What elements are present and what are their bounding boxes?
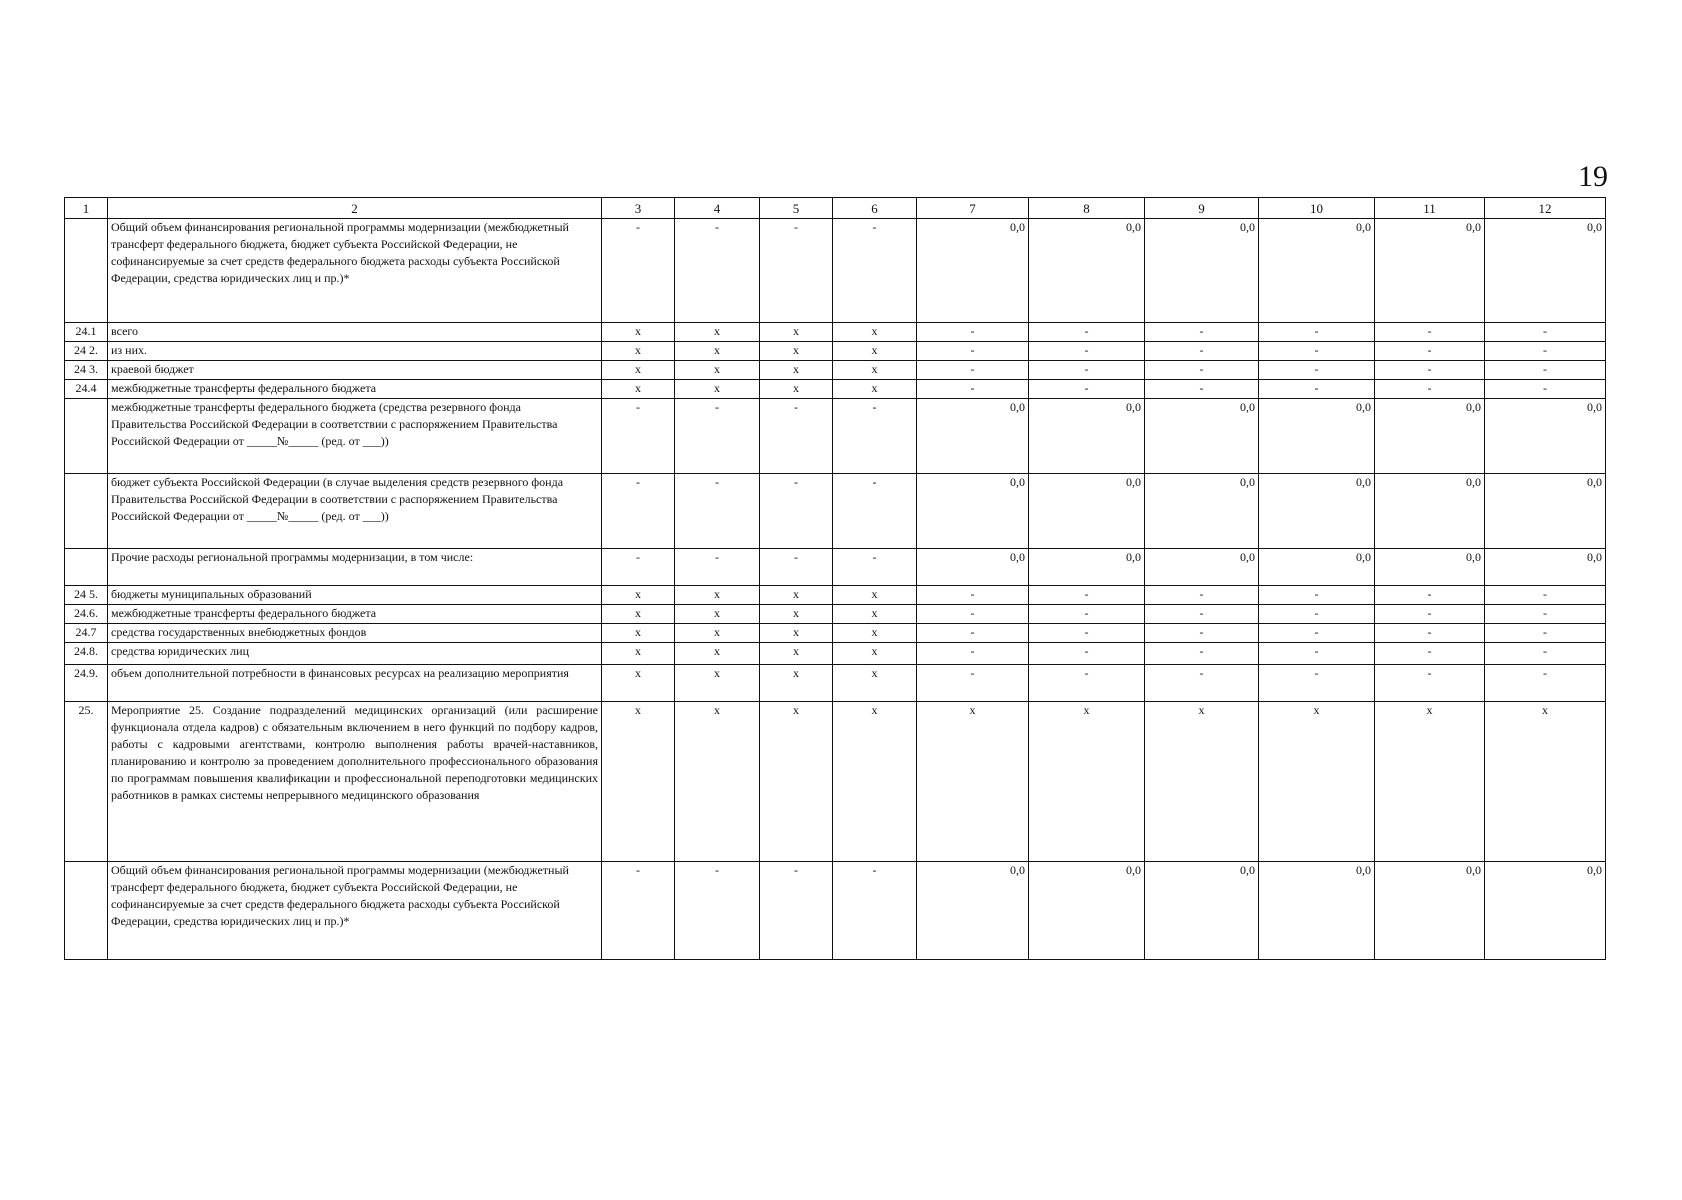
- column-header: 7: [917, 198, 1029, 219]
- column-header: 4: [675, 198, 760, 219]
- value-cell: -: [1029, 624, 1145, 643]
- column-header: 1: [65, 198, 108, 219]
- value-cell: -: [917, 361, 1029, 380]
- row-description: средства юридических лиц: [108, 643, 602, 665]
- value-cell: 0,0: [1259, 219, 1375, 323]
- value-cell: 0,0: [1145, 474, 1259, 549]
- value-cell: x: [675, 624, 760, 643]
- row-number: [65, 399, 108, 474]
- value-cell: -: [675, 474, 760, 549]
- row-description: Общий объем финансирования региональной программы модернизации (межбюджетный трансферт федерального бюджета, бюджет субъекта Российской Федерации, не софинансируемые за счет средств федерального бюджета расходы субъекта Российской Федерации, средства юридических лиц и пр.)*: [108, 862, 602, 960]
- value-cell: 0,0: [1145, 399, 1259, 474]
- value-cell: -: [1375, 342, 1485, 361]
- value-cell: -: [833, 219, 917, 323]
- value-cell: -: [917, 643, 1029, 665]
- value-cell: x: [675, 702, 760, 862]
- value-cell: 0,0: [917, 549, 1029, 586]
- value-cell: x: [1145, 702, 1259, 862]
- value-cell: 0,0: [1029, 862, 1145, 960]
- value-cell: 0,0: [1259, 399, 1375, 474]
- value-cell: 0,0: [917, 399, 1029, 474]
- page-number: 19: [1578, 160, 1608, 193]
- value-cell: -: [1145, 605, 1259, 624]
- column-header: 5: [760, 198, 833, 219]
- value-cell: -: [602, 862, 675, 960]
- value-cell: -: [1145, 380, 1259, 399]
- value-cell: x: [675, 643, 760, 665]
- value-cell: x: [760, 361, 833, 380]
- value-cell: x: [1485, 702, 1606, 862]
- value-cell: -: [1375, 380, 1485, 399]
- value-cell: x: [760, 702, 833, 862]
- row-description: Общий объем финансирования региональной программы модернизации (межбюджетный трансферт федерального бюджета, бюджет субъекта Российской Федерации, не софинансируемые за счет средств федерального бюджета расходы субъекта Российской Федерации, средства юридических лиц и пр.)*: [108, 219, 602, 323]
- value-cell: -: [760, 399, 833, 474]
- column-header: 10: [1259, 198, 1375, 219]
- value-cell: x: [833, 665, 917, 702]
- value-cell: x: [760, 624, 833, 643]
- value-cell: -: [917, 665, 1029, 702]
- value-cell: -: [760, 862, 833, 960]
- table-row: [65, 624, 1606, 643]
- value-cell: -: [1485, 342, 1606, 361]
- row-number: 24.6.: [65, 605, 108, 624]
- value-cell: x: [1029, 702, 1145, 862]
- value-cell: x: [833, 380, 917, 399]
- value-cell: x: [602, 665, 675, 702]
- value-cell: -: [1375, 605, 1485, 624]
- value-cell: x: [1375, 702, 1485, 862]
- value-cell: 0,0: [1029, 219, 1145, 323]
- value-cell: -: [1029, 605, 1145, 624]
- value-cell: x: [833, 586, 917, 605]
- row-description: объем дополнительной потребности в финансовых ресурсах на реализацию мероприятия: [108, 665, 602, 702]
- value-cell: x: [760, 665, 833, 702]
- value-cell: x: [760, 342, 833, 361]
- value-cell: -: [917, 586, 1029, 605]
- table-row: [65, 605, 1606, 624]
- value-cell: -: [1259, 624, 1375, 643]
- value-cell: -: [760, 474, 833, 549]
- value-cell: x: [833, 624, 917, 643]
- row-number: 24 3.: [65, 361, 108, 380]
- value-cell: x: [602, 605, 675, 624]
- value-cell: x: [760, 380, 833, 399]
- value-cell: -: [917, 323, 1029, 342]
- value-cell: -: [675, 399, 760, 474]
- value-cell: 0,0: [1375, 862, 1485, 960]
- row-number: 24 5.: [65, 586, 108, 605]
- value-cell: 0,0: [1375, 549, 1485, 586]
- financing-table: [64, 197, 1606, 960]
- value-cell: x: [675, 361, 760, 380]
- table-row: [65, 323, 1606, 342]
- table-row: [65, 643, 1606, 665]
- value-cell: 0,0: [1375, 474, 1485, 549]
- column-header: 6: [833, 198, 917, 219]
- value-cell: -: [675, 549, 760, 586]
- value-cell: -: [602, 549, 675, 586]
- value-cell: x: [602, 361, 675, 380]
- value-cell: x: [602, 586, 675, 605]
- row-description: всего: [108, 323, 602, 342]
- value-cell: -: [833, 474, 917, 549]
- value-cell: 0,0: [917, 474, 1029, 549]
- row-description: межбюджетные трансферты федерального бюджета: [108, 380, 602, 399]
- row-number: [65, 474, 108, 549]
- value-cell: -: [1259, 323, 1375, 342]
- value-cell: -: [1259, 361, 1375, 380]
- header-row: [65, 198, 1606, 219]
- table-row: [65, 586, 1606, 605]
- table-row: [65, 549, 1606, 586]
- value-cell: -: [1375, 323, 1485, 342]
- value-cell: 0,0: [1029, 549, 1145, 586]
- value-cell: -: [1029, 361, 1145, 380]
- row-number: 24.4: [65, 380, 108, 399]
- row-number: [65, 549, 108, 586]
- column-header: 8: [1029, 198, 1145, 219]
- value-cell: x: [675, 323, 760, 342]
- value-cell: -: [1029, 643, 1145, 665]
- column-header: 9: [1145, 198, 1259, 219]
- value-cell: -: [602, 219, 675, 323]
- value-cell: x: [602, 380, 675, 399]
- value-cell: -: [1259, 665, 1375, 702]
- value-cell: -: [1485, 624, 1606, 643]
- value-cell: -: [675, 862, 760, 960]
- table-row: [65, 665, 1606, 702]
- row-number: 24.8.: [65, 643, 108, 665]
- value-cell: 0,0: [1485, 219, 1606, 323]
- value-cell: 0,0: [917, 219, 1029, 323]
- value-cell: -: [1145, 361, 1259, 380]
- value-cell: -: [1259, 605, 1375, 624]
- value-cell: 0,0: [1145, 219, 1259, 323]
- value-cell: -: [1259, 380, 1375, 399]
- value-cell: -: [1259, 342, 1375, 361]
- value-cell: x: [675, 605, 760, 624]
- row-description: Прочие расходы региональной программы модернизации, в том числе:: [108, 549, 602, 586]
- row-description: межбюджетные трансферты федерального бюджета (средства резервного фонда Правительства Российской Федерации в соответствии с распоряжением Правительства Российской Федерации от _____№_____ (ред. от ___)): [108, 399, 602, 474]
- row-number: 25.: [65, 702, 108, 862]
- value-cell: 0,0: [1485, 399, 1606, 474]
- row-number: 24.7: [65, 624, 108, 643]
- value-cell: -: [1145, 665, 1259, 702]
- value-cell: -: [602, 399, 675, 474]
- value-cell: 0,0: [1029, 399, 1145, 474]
- value-cell: 0,0: [1485, 474, 1606, 549]
- row-description: из них.: [108, 342, 602, 361]
- value-cell: x: [833, 361, 917, 380]
- value-cell: -: [1375, 586, 1485, 605]
- value-cell: x: [602, 702, 675, 862]
- value-cell: -: [1145, 586, 1259, 605]
- row-description: средства государственных внебюджетных фондов: [108, 624, 602, 643]
- row-number: 24.9.: [65, 665, 108, 702]
- row-number: [65, 862, 108, 960]
- table-row: [65, 474, 1606, 549]
- value-cell: x: [760, 586, 833, 605]
- value-cell: 0,0: [1375, 219, 1485, 323]
- value-cell: -: [1145, 643, 1259, 665]
- value-cell: x: [760, 643, 833, 665]
- value-cell: x: [602, 643, 675, 665]
- value-cell: x: [833, 323, 917, 342]
- table-row: [65, 361, 1606, 380]
- value-cell: -: [1145, 323, 1259, 342]
- value-cell: x: [675, 342, 760, 361]
- value-cell: -: [1485, 665, 1606, 702]
- value-cell: x: [917, 702, 1029, 862]
- value-cell: -: [1375, 665, 1485, 702]
- value-cell: -: [1485, 380, 1606, 399]
- value-cell: -: [1485, 586, 1606, 605]
- value-cell: -: [1145, 342, 1259, 361]
- value-cell: -: [917, 605, 1029, 624]
- value-cell: -: [1485, 361, 1606, 380]
- value-cell: 0,0: [1145, 549, 1259, 586]
- value-cell: x: [675, 380, 760, 399]
- table-row: [65, 219, 1606, 323]
- row-description: бюджет субъекта Российской Федерации (в случае выделения средств резервного фонда Правительства Российской Федерации в соответствии с распоряжением Правительства Российской Федерации от _____№_____ (ред. от ___)): [108, 474, 602, 549]
- value-cell: -: [1375, 361, 1485, 380]
- value-cell: x: [833, 605, 917, 624]
- value-cell: -: [833, 862, 917, 960]
- value-cell: -: [602, 474, 675, 549]
- value-cell: -: [1485, 323, 1606, 342]
- row-number: 24.1: [65, 323, 108, 342]
- value-cell: 0,0: [1145, 862, 1259, 960]
- value-cell: -: [1375, 624, 1485, 643]
- value-cell: x: [675, 665, 760, 702]
- table-row: [65, 702, 1606, 862]
- table-row: [65, 380, 1606, 399]
- column-header: 11: [1375, 198, 1485, 219]
- value-cell: 0,0: [917, 862, 1029, 960]
- value-cell: -: [675, 219, 760, 323]
- value-cell: 0,0: [1259, 862, 1375, 960]
- table-row: [65, 862, 1606, 960]
- value-cell: x: [760, 323, 833, 342]
- column-header: 3: [602, 198, 675, 219]
- row-description: Мероприятие 25. Создание подразделений медицинских организаций (или расширение функционала отдела кадров) с обязательным включением в него функций по подбору кадров, работы с кадровыми агентствами, контролю выполнения работы врачей-наставников, планированию и контролю за проведением дополнительного профессионального образования по программам повышения квалификации и профессиональной переподготовки медицинских работников в рамках системы непрерывного медицинского образования: [108, 702, 602, 862]
- row-number: 24 2.: [65, 342, 108, 361]
- value-cell: x: [675, 586, 760, 605]
- value-cell: -: [1375, 643, 1485, 665]
- table-row: [65, 342, 1606, 361]
- table-row: [65, 399, 1606, 474]
- value-cell: -: [1029, 665, 1145, 702]
- value-cell: -: [1029, 586, 1145, 605]
- value-cell: -: [1259, 586, 1375, 605]
- row-description: бюджеты муниципальных образований: [108, 586, 602, 605]
- value-cell: 0,0: [1259, 474, 1375, 549]
- value-cell: -: [1029, 323, 1145, 342]
- column-header: 2: [108, 198, 602, 219]
- value-cell: 0,0: [1485, 549, 1606, 586]
- value-cell: -: [917, 380, 1029, 399]
- value-cell: 0,0: [1485, 862, 1606, 960]
- value-cell: -: [760, 549, 833, 586]
- value-cell: 0,0: [1375, 399, 1485, 474]
- value-cell: 0,0: [1029, 474, 1145, 549]
- value-cell: x: [833, 702, 917, 862]
- value-cell: x: [760, 605, 833, 624]
- value-cell: -: [833, 549, 917, 586]
- value-cell: -: [1485, 643, 1606, 665]
- value-cell: -: [1145, 624, 1259, 643]
- row-description: межбюджетные трансферты федерального бюджета: [108, 605, 602, 624]
- column-header: 12: [1485, 198, 1606, 219]
- value-cell: -: [917, 342, 1029, 361]
- value-cell: -: [917, 624, 1029, 643]
- value-cell: 0,0: [1259, 549, 1375, 586]
- value-cell: -: [1029, 380, 1145, 399]
- row-description: краевой бюджет: [108, 361, 602, 380]
- value-cell: x: [602, 323, 675, 342]
- value-cell: -: [1029, 342, 1145, 361]
- value-cell: -: [1485, 605, 1606, 624]
- value-cell: x: [833, 643, 917, 665]
- row-number: [65, 219, 108, 323]
- value-cell: x: [833, 342, 917, 361]
- value-cell: -: [760, 219, 833, 323]
- value-cell: -: [1259, 643, 1375, 665]
- value-cell: x: [602, 342, 675, 361]
- value-cell: x: [1259, 702, 1375, 862]
- value-cell: -: [833, 399, 917, 474]
- value-cell: x: [602, 624, 675, 643]
